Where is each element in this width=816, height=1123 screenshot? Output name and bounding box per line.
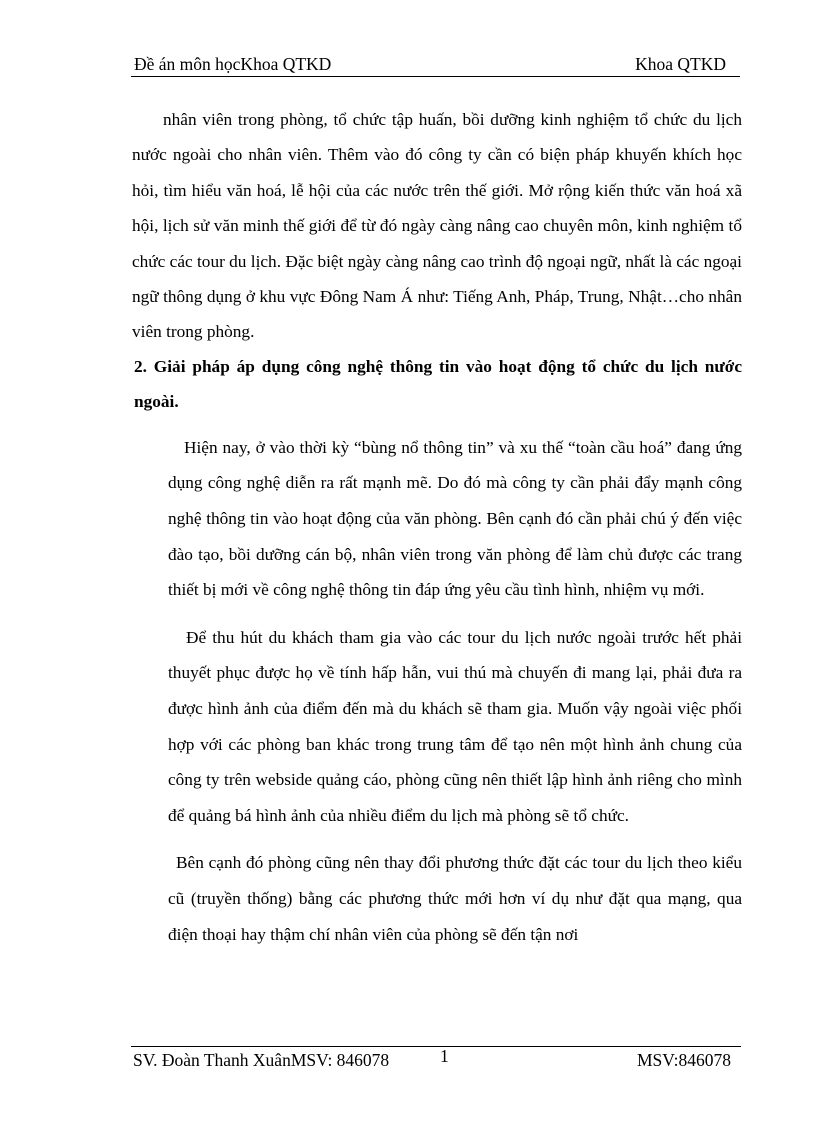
paragraph-staff-training: nhân viên trong phòng, tổ chức tập huấn, bồi dưỡng kinh nghiệm tổ chức du lịch nước ngoài cho nhân viên. Thêm vào đó công ty cần có biện pháp khuyến khích học hỏi, tìm hiểu văn hoá, lễ hội của các nước trên thế giới. Mở rộng kiến thức văn hoá xã hội, lịch sử văn minh thế giới để từ đó ngày càng nâng cao chuyên môn, kinh nghiệm tổ chức các tour du lịch. Đặc biệt ngày càng nâng cao trình độ ngoại ngữ, nhất là các ngoại ngữ thông dụng ở khu vực Đông Nam Á như: Tiếng Anh, Pháp, Trung, Nhật…cho nhân viên trong phòng. xyxy=(132,110,742,342)
section-heading: 2. Giải pháp áp dụng công nghệ thông tin vào hoạt động tổ chức du lịch nước ngoài. xyxy=(134,356,742,411)
footer-student-id: MSV:846078 xyxy=(637,1050,731,1070)
page-body xyxy=(132,102,742,952)
indented-block xyxy=(132,430,742,952)
page-header xyxy=(131,52,740,77)
header-faculty: Khoa QTKD xyxy=(635,54,726,74)
page-footer xyxy=(131,1046,741,1071)
footer-student-info: SV. Đoàn Thanh XuânMSV: 846078 xyxy=(133,1050,390,1070)
paragraph-it-application: Hiện nay, ở vào thời kỳ “bùng nổ thông tin” và xu thế “toàn cầu hoá” đang ứng dụng công nghệ diễn ra rất mạnh mẽ. Do đó mà công ty cần phải đẩy mạnh công nghệ thông tin vào hoạt động của văn phòng. Bên cạnh đó cần phải chú ý đến việc đào tạo, bồi dưỡng cán bộ, nhân viên trong văn phòng để làm chủ được các trang thiết bị mới về công nghệ thông tin đáp ứng yêu cầu tình hình, nhiệm vụ mới. xyxy=(168,437,742,600)
page-number: 1 xyxy=(440,1046,449,1066)
paragraph-booking-methods: Bên cạnh đó phòng cũng nên thay đổi phương thức đặt các tour du lịch theo kiểu cũ (truyền thống) bằng các phương thức mới hơn ví dụ như đặt qua mạng, qua điện thoại hay thậm chí nhân viên của phòng sẽ đến tận nơi xyxy=(168,853,742,944)
header-course-title: Đề án môn họcKhoa QTKD xyxy=(134,54,332,74)
paragraph-attract-tourists: Để thu hút du khách tham gia vào các tour du lịch nước ngoài trước hết phải thuyết phục được họ về tính hấp hẫn, vui thú mà chuyến đi mang lại, phải đưa ra được hình ảnh của điểm đến mà du khách sẽ tham gia. Muốn vậy ngoài việc phối hợp với các phòng ban khác trong trung tâm để tạo nên một hình ảnh chung của công ty trên webside quảng cáo, phòng cũng nên thiết lập hình ảnh riêng cho mình để quảng bá hình ảnh của nhiều điểm du lịch mà phòng sẽ tổ chức. xyxy=(168,627,742,825)
